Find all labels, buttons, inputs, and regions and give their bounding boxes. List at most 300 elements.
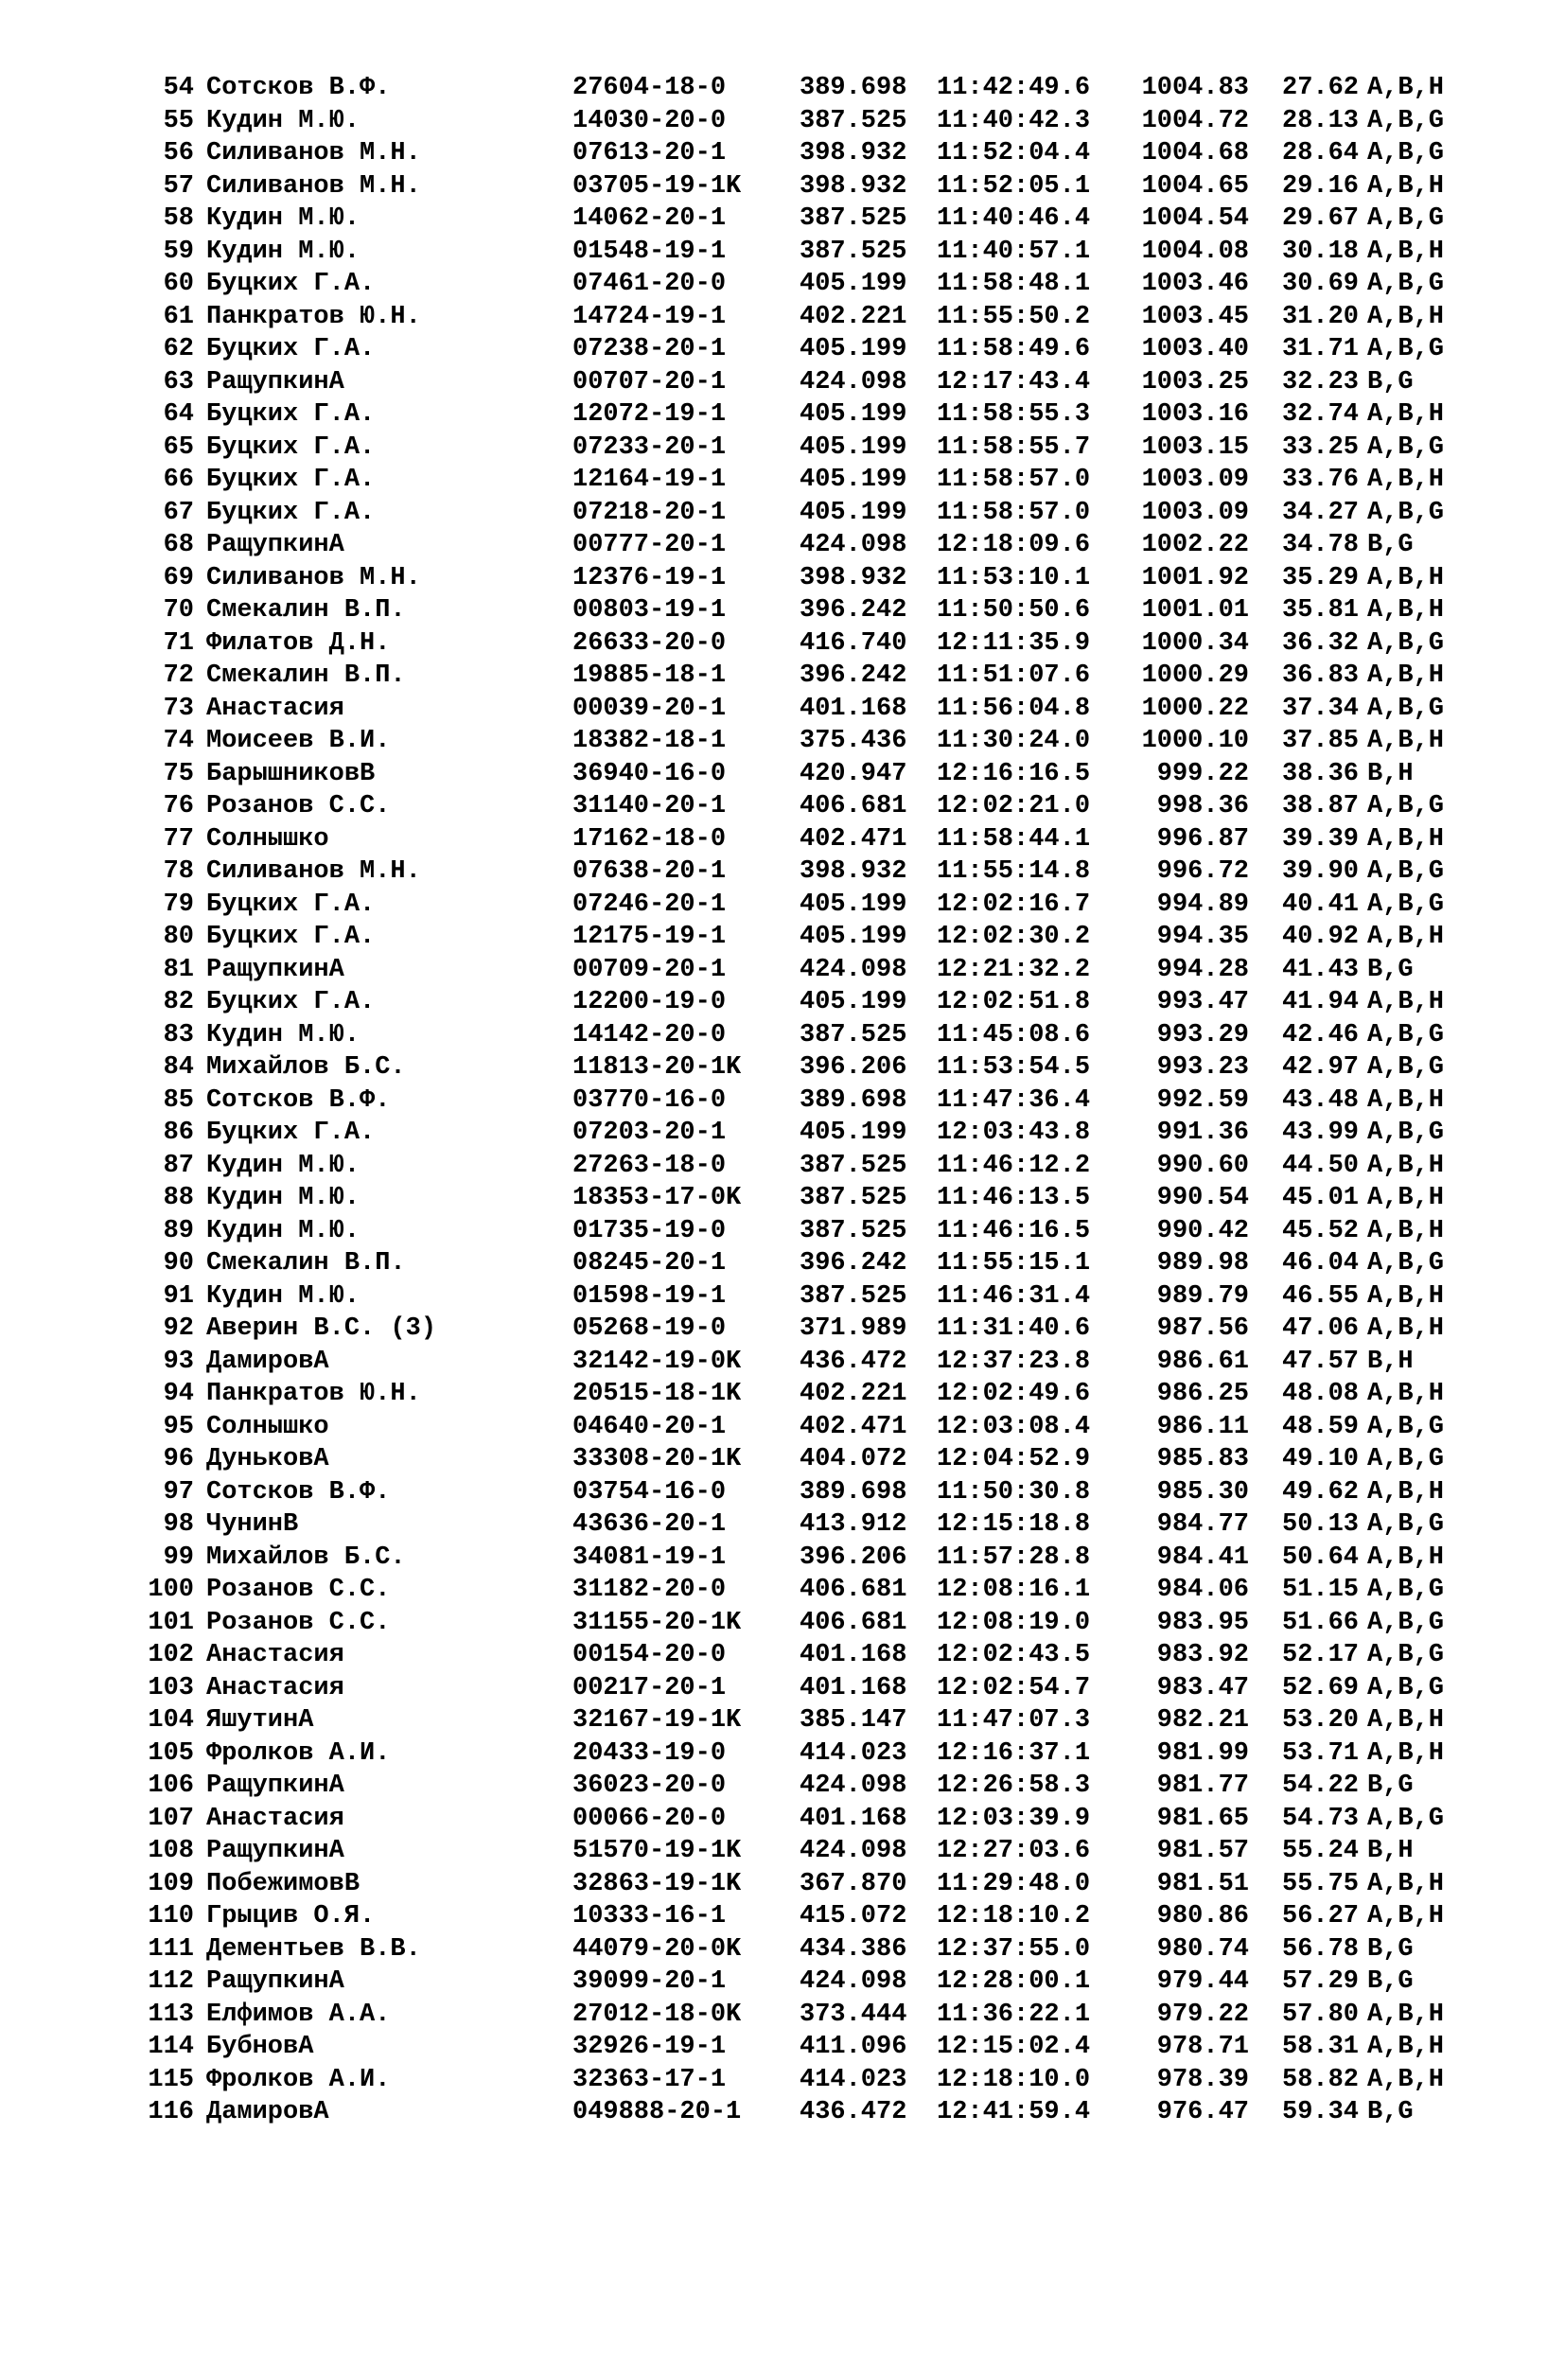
place-number: 91 — [163, 1281, 194, 1311]
categories: A,B,H — [1367, 1380, 1445, 1408]
table-row — [0, 203, 1565, 236]
place-number: 79 — [163, 890, 194, 919]
categories: A,B,G — [1367, 106, 1445, 135]
categories: A,B,G — [1367, 432, 1445, 462]
participant-name: Сотсков В.Ф. — [206, 1085, 391, 1115]
arrival-time: 12:02:21.0 — [937, 792, 1091, 820]
place-number: 56 — [163, 139, 194, 167]
speed: 986.11 — [1156, 1412, 1249, 1441]
participant-name: Буцких Г.А. — [206, 923, 376, 951]
ring-number: 32167-19-1K — [572, 1706, 742, 1735]
speed: 1003.40 — [1141, 335, 1249, 363]
distance: 387.525 — [800, 1184, 907, 1212]
coefficient: 30.18 — [1282, 237, 1360, 266]
table-row — [0, 236, 1565, 269]
arrival-time: 12:18:10.0 — [937, 2065, 1091, 2094]
speed: 987.56 — [1156, 1314, 1249, 1343]
arrival-time: 11:58:57.0 — [937, 466, 1091, 494]
coefficient: 53.20 — [1282, 1706, 1360, 1735]
categories: B,H — [1367, 1837, 1414, 1865]
ring-number: 17162-18-0 — [572, 824, 727, 854]
participant-name: Смекалин В.П. — [206, 661, 406, 690]
participant-name: РащупкинА — [206, 367, 344, 397]
distance: 389.698 — [800, 1477, 907, 1507]
categories: A,B,H — [1367, 400, 1445, 429]
place-number: 90 — [163, 1249, 194, 1278]
coefficient: 51.66 — [1282, 1608, 1360, 1637]
coefficient: 46.04 — [1282, 1249, 1360, 1278]
arrival-time: 11:56:04.8 — [937, 694, 1091, 723]
table-row — [0, 725, 1565, 758]
participant-name: Сотсков В.Ф. — [206, 74, 391, 102]
arrival-time: 11:45:08.6 — [937, 1020, 1091, 1049]
arrival-time: 11:53:54.5 — [937, 1053, 1091, 1082]
distance: 424.098 — [800, 1772, 907, 1800]
participant-name: РащупкинА — [206, 1967, 344, 1996]
table-row — [0, 1933, 1565, 1966]
ring-number: 12200-19-0 — [572, 988, 727, 1016]
participant-name: Силиванов М.Н. — [206, 171, 421, 201]
categories: A,B,G — [1367, 1020, 1445, 1049]
participant-name: Анастасия — [206, 1804, 344, 1833]
arrival-time: 11:50:30.8 — [937, 1477, 1091, 1507]
table-row — [0, 1280, 1565, 1313]
coefficient: 48.08 — [1282, 1380, 1360, 1408]
participant-name: Кудин М.Ю. — [206, 1020, 360, 1049]
participant-name: Силиванов М.Н. — [206, 857, 421, 886]
table-row — [0, 105, 1565, 138]
categories: B,G — [1367, 955, 1414, 984]
participant-name: Буцких Г.А. — [206, 432, 376, 462]
distance: 387.525 — [800, 204, 907, 233]
ring-number: 00039-20-1 — [572, 694, 727, 723]
speed: 1001.01 — [1141, 596, 1249, 625]
arrival-time: 12:18:10.2 — [937, 1902, 1091, 1930]
arrival-time: 12:02:49.6 — [937, 1380, 1091, 1408]
ring-number: 26633-20-0 — [572, 628, 727, 658]
distance: 387.525 — [800, 1216, 907, 1245]
categories: B,G — [1367, 1772, 1414, 1800]
distance: 398.932 — [800, 857, 907, 886]
distance: 396.242 — [800, 661, 907, 690]
categories: A,B,H — [1367, 74, 1445, 102]
speed: 983.95 — [1156, 1608, 1249, 1637]
participant-name: Буцких Г.А. — [206, 498, 376, 527]
arrival-time: 12:03:39.9 — [937, 1804, 1091, 1833]
place-number: 110 — [148, 1902, 194, 1930]
categories: A,B,H — [1367, 1706, 1445, 1735]
distance: 406.681 — [800, 792, 907, 820]
ring-number: 20515-18-1K — [572, 1380, 742, 1408]
coefficient: 45.52 — [1282, 1216, 1360, 1245]
distance: 434.386 — [800, 1934, 907, 1964]
coefficient: 57.80 — [1282, 2000, 1360, 2029]
speed: 984.41 — [1156, 1543, 1249, 1572]
ring-number: 36940-16-0 — [572, 759, 727, 788]
ring-number: 07246-20-1 — [572, 890, 727, 919]
table-row — [0, 790, 1565, 823]
categories: A,B,H — [1367, 563, 1445, 592]
participant-name: Панкратов Ю.Н. — [206, 1380, 421, 1408]
categories: A,B,H — [1367, 237, 1445, 266]
speed: 986.61 — [1156, 1347, 1249, 1376]
place-number: 87 — [163, 1151, 194, 1180]
place-number: 58 — [163, 204, 194, 233]
table-row — [0, 137, 1565, 170]
arrival-time: 11:53:10.1 — [937, 563, 1091, 592]
table-row — [0, 1542, 1565, 1575]
categories: B,G — [1367, 367, 1414, 397]
table-row — [0, 1411, 1565, 1444]
distance: 436.472 — [800, 1347, 907, 1376]
table-row — [0, 1835, 1565, 1868]
ring-number: 00154-20-0 — [572, 1641, 727, 1669]
distance: 402.221 — [800, 1380, 907, 1408]
participant-name: Силиванов М.Н. — [206, 139, 421, 167]
participant-name: Филатов Д.Н. — [206, 628, 391, 658]
distance: 401.168 — [800, 694, 907, 723]
place-number: 69 — [163, 563, 194, 592]
speed: 980.74 — [1156, 1934, 1249, 1964]
arrival-time: 11:58:55.7 — [937, 432, 1091, 462]
arrival-time: 11:58:44.1 — [937, 824, 1091, 854]
categories: A,B,G — [1367, 857, 1445, 886]
arrival-time: 12:03:43.8 — [937, 1119, 1091, 1147]
coefficient: 50.13 — [1282, 1510, 1360, 1539]
place-number: 109 — [148, 1869, 194, 1898]
table-row — [0, 1574, 1565, 1607]
arrival-time: 11:29:48.0 — [937, 1869, 1091, 1898]
distance: 414.023 — [800, 2065, 907, 2094]
distance: 406.681 — [800, 1576, 907, 1604]
place-number: 93 — [163, 1347, 194, 1376]
place-number: 106 — [148, 1772, 194, 1800]
ring-number: 07638-20-1 — [572, 857, 727, 886]
distance: 402.471 — [800, 824, 907, 854]
speed: 993.47 — [1156, 988, 1249, 1016]
coefficient: 45.01 — [1282, 1184, 1360, 1212]
participant-name: РащупкинА — [206, 1772, 344, 1800]
place-number: 107 — [148, 1804, 194, 1833]
speed: 996.87 — [1156, 824, 1249, 854]
speed: 991.36 — [1156, 1119, 1249, 1147]
participant-name: ДамировА — [206, 2098, 329, 2126]
arrival-time: 12:08:16.1 — [937, 1576, 1091, 1604]
participant-name: Силиванов М.Н. — [206, 563, 421, 592]
place-number: 94 — [163, 1380, 194, 1408]
arrival-time: 11:55:50.2 — [937, 302, 1091, 331]
speed: 984.77 — [1156, 1510, 1249, 1539]
table-row — [0, 758, 1565, 791]
distance: 404.072 — [800, 1445, 907, 1473]
coefficient: 47.06 — [1282, 1314, 1360, 1343]
arrival-time: 11:51:07.6 — [937, 661, 1091, 690]
speed: 1003.46 — [1141, 270, 1249, 298]
ring-number: 01598-19-1 — [572, 1281, 727, 1311]
categories: A,B,H — [1367, 661, 1445, 690]
ring-number: 05268-19-0 — [572, 1314, 727, 1343]
categories: A,B,H — [1367, 1216, 1445, 1245]
place-number: 65 — [163, 432, 194, 462]
participant-name: Буцких Г.А. — [206, 400, 376, 429]
coefficient: 50.64 — [1282, 1543, 1360, 1572]
distance: 405.199 — [800, 432, 907, 462]
speed: 989.79 — [1156, 1281, 1249, 1311]
ring-number: 20433-19-0 — [572, 1738, 727, 1768]
categories: A,B,G — [1367, 694, 1445, 723]
arrival-time: 12:27:03.6 — [937, 1837, 1091, 1865]
arrival-time: 11:40:46.4 — [937, 204, 1091, 233]
coefficient: 31.71 — [1282, 335, 1360, 363]
coefficient: 27.62 — [1282, 74, 1360, 102]
speed: 979.22 — [1156, 2000, 1249, 2029]
distance: 398.932 — [800, 139, 907, 167]
coefficient: 32.74 — [1282, 400, 1360, 429]
table-row — [0, 366, 1565, 399]
categories: A,B,H — [1367, 1902, 1445, 1930]
table-row — [0, 1966, 1565, 1999]
speed: 981.51 — [1156, 1869, 1249, 1898]
participant-name: Михайлов Б.С. — [206, 1053, 406, 1082]
categories: A,B,G — [1367, 1053, 1445, 1082]
ring-number: 32142-19-0K — [572, 1347, 742, 1376]
place-number: 89 — [163, 1216, 194, 1245]
arrival-time: 11:52:04.4 — [937, 139, 1091, 167]
coefficient: 38.87 — [1282, 792, 1360, 820]
participant-name: Кудин М.Ю. — [206, 1281, 360, 1311]
ring-number: 12175-19-1 — [572, 923, 727, 951]
participant-name: Кудин М.Ю. — [206, 237, 360, 266]
distance: 385.147 — [800, 1706, 907, 1735]
table-row — [0, 2096, 1565, 2129]
table-row — [0, 1150, 1565, 1183]
distance: 405.199 — [800, 400, 907, 429]
place-number: 72 — [163, 661, 194, 690]
place-number: 81 — [163, 955, 194, 984]
coefficient: 37.85 — [1282, 727, 1360, 755]
place-number: 92 — [163, 1314, 194, 1343]
ring-number: 07461-20-0 — [572, 270, 727, 298]
table-row — [0, 1476, 1565, 1509]
place-number: 61 — [163, 302, 194, 331]
distance: 389.698 — [800, 1085, 907, 1115]
arrival-time: 11:46:16.5 — [937, 1216, 1091, 1245]
place-number: 86 — [163, 1119, 194, 1147]
categories: A,B,H — [1367, 824, 1445, 854]
table-row — [0, 1999, 1565, 2032]
table-row — [0, 986, 1565, 1019]
participant-name: Буцких Г.А. — [206, 890, 376, 919]
categories: A,B,G — [1367, 270, 1445, 298]
arrival-time: 11:40:42.3 — [937, 106, 1091, 135]
speed: 996.72 — [1156, 857, 1249, 886]
categories: A,B,H — [1367, 1281, 1445, 1311]
participant-name: Розанов С.С. — [206, 1608, 391, 1637]
ring-number: 32863-19-1K — [572, 1869, 742, 1898]
categories: B,G — [1367, 1967, 1414, 1996]
place-number: 71 — [163, 628, 194, 658]
coefficient: 28.64 — [1282, 139, 1360, 167]
ring-number: 43636-20-1 — [572, 1510, 727, 1539]
coefficient: 42.46 — [1282, 1020, 1360, 1049]
distance: 415.072 — [800, 1902, 907, 1930]
place-number: 57 — [163, 171, 194, 201]
categories: A,B,H — [1367, 302, 1445, 331]
arrival-time: 11:50:50.6 — [937, 596, 1091, 625]
speed: 983.92 — [1156, 1641, 1249, 1669]
place-number: 64 — [163, 400, 194, 429]
distance: 402.221 — [800, 302, 907, 331]
categories: B,H — [1367, 1347, 1414, 1376]
categories: A,B,H — [1367, 1543, 1445, 1572]
ring-number: 36023-20-0 — [572, 1772, 727, 1800]
coefficient: 49.10 — [1282, 1445, 1360, 1473]
speed: 981.57 — [1156, 1837, 1249, 1865]
participant-name: Солнышко — [206, 1412, 329, 1441]
participant-name: ЧунинВ — [206, 1510, 299, 1539]
arrival-time: 11:36:22.1 — [937, 2000, 1091, 2029]
arrival-time: 11:31:40.6 — [937, 1314, 1091, 1343]
table-row — [0, 464, 1565, 497]
place-number: 113 — [148, 2000, 194, 2029]
speed: 994.35 — [1156, 923, 1249, 951]
ring-number: 18353-17-0K — [572, 1184, 742, 1212]
place-number: 88 — [163, 1184, 194, 1212]
table-row — [0, 1117, 1565, 1150]
participant-name: Фролков А.И. — [206, 1738, 391, 1768]
arrival-time: 11:42:49.6 — [937, 74, 1091, 102]
coefficient: 38.36 — [1282, 759, 1360, 788]
speed: 1001.92 — [1141, 563, 1249, 592]
participant-name: Буцких Г.А. — [206, 988, 376, 1016]
table-row — [0, 1868, 1565, 1901]
place-number: 114 — [148, 2033, 194, 2061]
coefficient: 46.55 — [1282, 1281, 1360, 1311]
ring-number: 00217-20-1 — [572, 1673, 727, 1702]
distance: 405.199 — [800, 466, 907, 494]
coefficient: 31.20 — [1282, 302, 1360, 331]
arrival-time: 12:02:51.8 — [937, 988, 1091, 1016]
table-row — [0, 562, 1565, 595]
distance: 387.525 — [800, 1281, 907, 1311]
coefficient: 29.67 — [1282, 204, 1360, 233]
categories: A,B,G — [1367, 1641, 1445, 1669]
distance: 424.098 — [800, 367, 907, 397]
ring-number: 32363-17-1 — [572, 2065, 727, 2094]
place-number: 59 — [163, 237, 194, 266]
coefficient: 55.24 — [1282, 1837, 1360, 1865]
arrival-time: 12:26:58.3 — [937, 1772, 1091, 1800]
ring-number: 07233-20-1 — [572, 432, 727, 462]
participant-name: Сотсков В.Ф. — [206, 1477, 391, 1507]
speed: 992.59 — [1156, 1085, 1249, 1115]
coefficient: 51.15 — [1282, 1576, 1360, 1604]
coefficient: 29.16 — [1282, 171, 1360, 201]
categories: A,B,G — [1367, 1249, 1445, 1278]
categories: A,B,H — [1367, 727, 1445, 755]
distance: 405.199 — [800, 988, 907, 1016]
place-number: 55 — [163, 106, 194, 135]
arrival-time: 11:46:31.4 — [937, 1281, 1091, 1311]
coefficient: 54.73 — [1282, 1804, 1360, 1833]
table-row — [0, 889, 1565, 922]
distance: 375.436 — [800, 727, 907, 755]
ring-number: 00066-20-0 — [572, 1804, 727, 1833]
arrival-time: 12:41:59.4 — [937, 2098, 1091, 2126]
table-row — [0, 1084, 1565, 1118]
place-number: 115 — [148, 2065, 194, 2094]
categories: A,B,G — [1367, 792, 1445, 820]
table-row — [0, 660, 1565, 693]
participant-name: Буцких Г.А. — [206, 1119, 376, 1147]
speed: 994.28 — [1156, 955, 1249, 984]
categories: A,B,G — [1367, 1510, 1445, 1539]
distance: 396.242 — [800, 596, 907, 625]
place-number: 97 — [163, 1477, 194, 1507]
ring-number: 01735-19-0 — [572, 1216, 727, 1245]
speed: 984.06 — [1156, 1576, 1249, 1604]
participant-name: Буцких Г.А. — [206, 335, 376, 363]
categories: A,B,G — [1367, 1119, 1445, 1147]
ring-number: 08245-20-1 — [572, 1249, 727, 1278]
categories: A,B,H — [1367, 1184, 1445, 1212]
place-number: 111 — [148, 1934, 194, 1964]
speed: 981.65 — [1156, 1804, 1249, 1833]
ring-number: 27012-18-0K — [572, 2000, 742, 2029]
participant-name: ПобежимовВ — [206, 1869, 360, 1898]
arrival-time: 11:52:05.1 — [937, 171, 1091, 201]
arrival-time: 12:04:52.9 — [937, 1445, 1091, 1473]
place-number: 98 — [163, 1510, 194, 1539]
coefficient: 30.69 — [1282, 270, 1360, 298]
categories: B,G — [1367, 1934, 1414, 1964]
distance: 413.912 — [800, 1510, 907, 1539]
distance: 411.096 — [800, 2033, 907, 2061]
ring-number: 11813-20-1K — [572, 1053, 742, 1082]
distance: 398.932 — [800, 563, 907, 592]
arrival-time: 12:16:37.1 — [937, 1738, 1091, 1768]
speed: 982.21 — [1156, 1706, 1249, 1735]
ring-number: 10333-16-1 — [572, 1902, 727, 1930]
place-number: 63 — [163, 367, 194, 397]
coefficient: 35.29 — [1282, 563, 1360, 592]
participant-name: БарышниковВ — [206, 759, 376, 788]
participant-name: Анастасия — [206, 1641, 344, 1669]
speed: 1000.10 — [1141, 727, 1249, 755]
table-row — [0, 1770, 1565, 1803]
ring-number: 07238-20-1 — [572, 335, 727, 363]
categories: A,B,H — [1367, 923, 1445, 951]
arrival-time: 12:15:02.4 — [937, 2033, 1091, 2061]
coefficient: 57.29 — [1282, 1967, 1360, 1996]
distance: 396.242 — [800, 1249, 907, 1278]
table-row — [0, 693, 1565, 726]
speed: 990.42 — [1156, 1216, 1249, 1245]
arrival-time: 12:02:16.7 — [937, 890, 1091, 919]
ring-number: 03770-16-0 — [572, 1085, 727, 1115]
coefficient: 34.27 — [1282, 498, 1360, 527]
arrival-time: 11:55:14.8 — [937, 857, 1091, 886]
distance: 402.471 — [800, 1412, 907, 1441]
table-row — [0, 1508, 1565, 1542]
categories: A,B,H — [1367, 2033, 1445, 2061]
coefficient: 48.59 — [1282, 1412, 1360, 1441]
place-number: 83 — [163, 1020, 194, 1049]
distance: 424.098 — [800, 1837, 907, 1865]
ring-number: 31140-20-1 — [572, 792, 727, 820]
speed: 1004.83 — [1141, 74, 1249, 102]
coefficient: 41.43 — [1282, 955, 1360, 984]
